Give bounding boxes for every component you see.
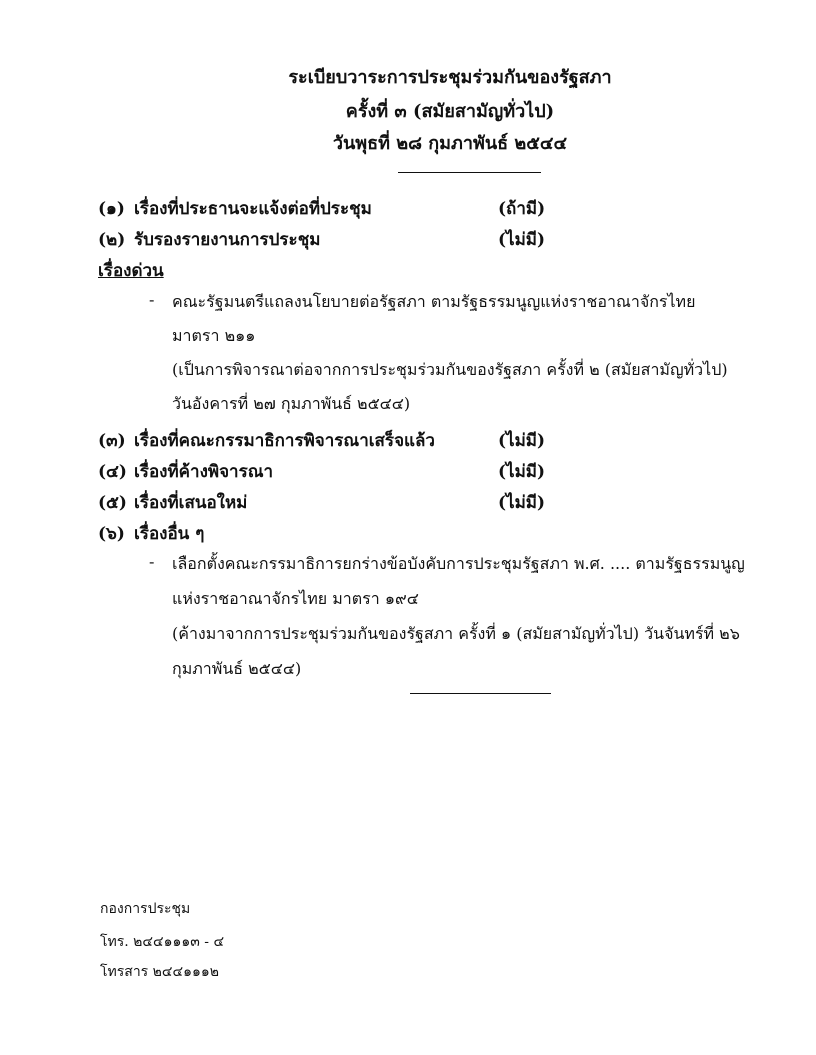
item-5-label: เรื่องที่เสนอใหม่ [134,493,248,513]
footer-tel: โทร. ๒๔๔๑๑๑๓ - ๔ [100,934,225,950]
urgent-line-4: วันอังคารที่ ๒๗ กุมภาพันธ์ ๒๕๔๔) [172,394,411,413]
item-4-label: เรื่องที่ค้างพิจารณา [134,462,274,482]
item-4-status: (ไม่มี) [498,462,546,482]
session-line: ครั้งที่ ๓ (สมัยสามัญทั่วไป) [345,101,555,122]
urgent-line-2: มาตรา ๒๑๑ [172,326,256,345]
item-2-label: รับรองรายงานการประชุม [134,230,321,250]
item-2-number: (๒) [98,230,126,250]
item-5-status: (ไม่มี) [498,493,546,513]
item-6-number: (๖) [98,524,125,544]
item-6-label: เรื่องอื่น ๆ [134,524,205,544]
urgent-line-3: (เป็นการพิจารณาต่อจากการประชุมร่วมกันของรัฐสภา ครั้งที่ ๒ (สมัยสามัญทั่วไป) [172,360,728,379]
other-line-4: กุมภาพันธ์ ๒๕๔๔) [172,659,302,678]
item-4-number: (๔) [98,462,127,482]
item-1-number: (๑) [98,199,125,219]
item-3-status: (ไม่มี) [498,431,546,451]
footer-fax: โทรสาร ๒๔๔๑๑๑๒ [100,964,219,980]
other-line-2: แห่งราชอาณาจักรไทย มาตรา ๑๙๔ [172,589,419,608]
other-line-1: เลือกตั้งคณะกรรมาธิการยกร่างข้อบังคับการประชุมรัฐสภา พ.ศ. .... ตามรัฐธรรมนูญ [172,554,745,573]
urgent-line-1: คณะรัฐมนตรีแถลงนโยบายต่อรัฐสภา ตามรัฐธรรมนูญแห่งราชอาณาจักรไทย [172,292,696,311]
item-2-status: (ไม่มี) [498,230,546,250]
item-3-number: (๓) [98,431,126,451]
date-line: วันพุธที่ ๒๘ กุมภาพันธ์ ๒๕๔๔ [332,133,568,154]
other-line-3: (ค้างมาจากการประชุมร่วมกันของรัฐสภา ครั้งที่ ๑ (สมัยสามัญทั่วไป) วันจันทร์ที่ ๒๖ [172,624,740,643]
item-1-label: เรื่องที่ประธานจะแจ้งต่อที่ประชุม [134,199,372,219]
urgent-bullet: - [149,290,155,309]
agenda-title: ระเบียบวาระการประชุมร่วมกันของรัฐสภา [288,67,612,88]
item-3-label: เรื่องที่คณะกรรมาธิการพิจารณาเสร็จแล้ว [134,431,435,451]
footer-office: กองการประชุม [100,901,191,917]
item-5-number: (๕) [98,493,127,513]
other-bullet: - [149,552,155,571]
urgent-heading: เรื่องด่วน [98,261,164,281]
end-divider [410,693,551,694]
item-1-status: (ถ้ามี) [498,199,546,219]
header-divider [398,172,541,173]
